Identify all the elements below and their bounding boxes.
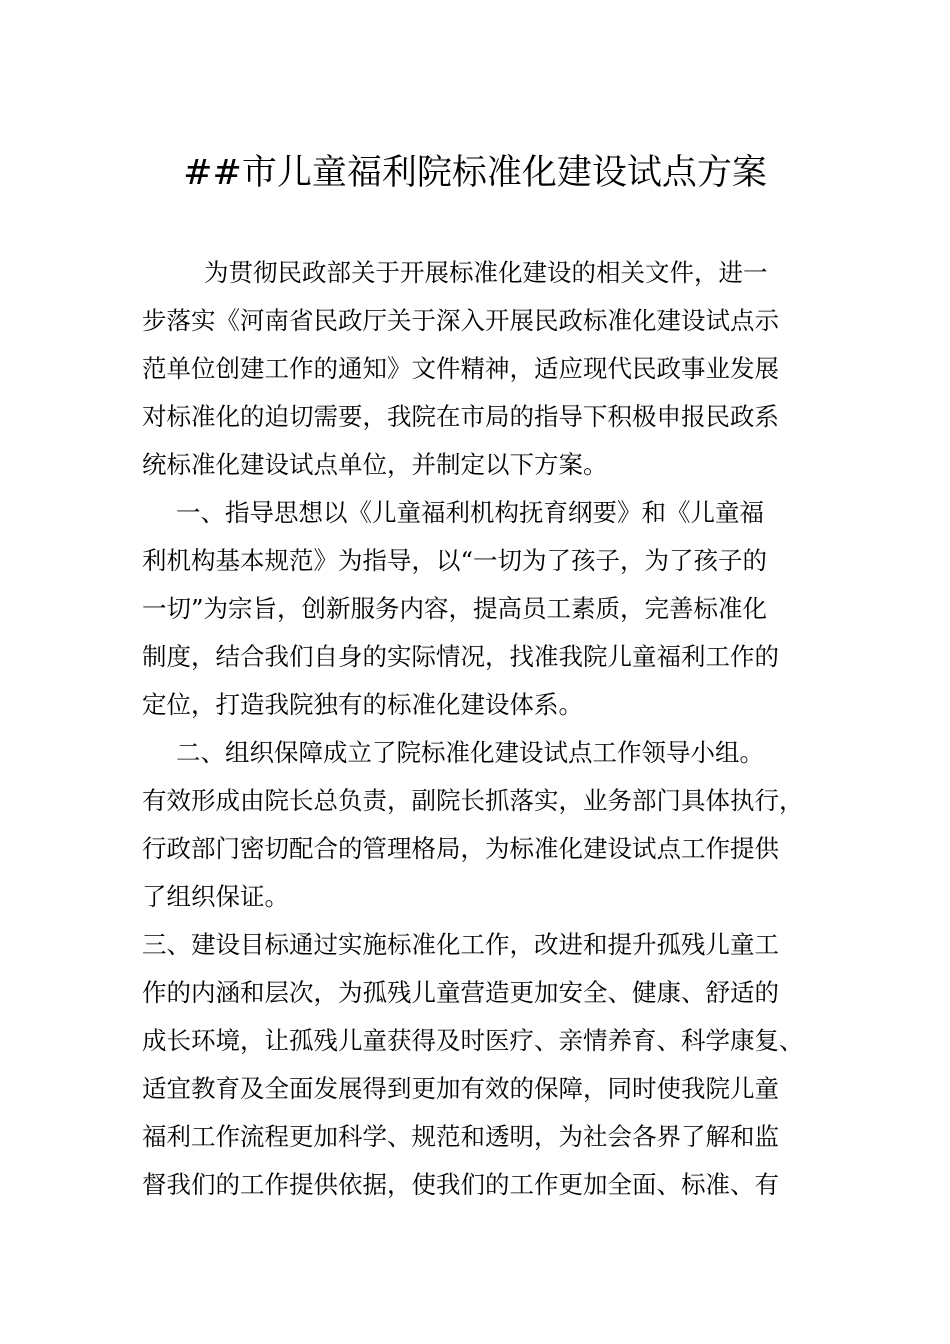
- body-line: 为贯彻民政部关于开展标准化建设的相关文件，进一: [204, 258, 768, 287]
- document-title: ##市儿童福利院标准化建设试点方案: [183, 153, 767, 193]
- body-line: 对标准化的迫切需要，我院在市局的指导下积极申报民政系: [142, 402, 779, 431]
- body-line: 督我们的工作提供依据，使我们的工作更加全面、标准、有: [142, 1170, 779, 1199]
- body-line: 福利工作流程更加科学、规范和透明，为社会各界了解和监: [142, 1122, 779, 1151]
- body-line: 了组织保证。: [142, 882, 289, 911]
- body-line: 范单位创建工作的通知》文件精神，适应现代民政事业发展: [142, 354, 779, 383]
- body-line: 三、建设目标通过实施标准化工作，改进和提升孤残儿童工: [142, 930, 779, 959]
- body-line: 适宜教育及全面发展得到更加有效的保障，同时使我院儿童: [142, 1074, 779, 1103]
- body-line: 一、指导思想以《儿童福利机构抚育纲要》和《儿童福: [176, 498, 764, 527]
- body-line: 制度，结合我们自身的实际情况，找准我院儿童福利工作的: [142, 642, 779, 671]
- body-line: 统标准化建设试点单位，并制定以下方案。: [142, 450, 608, 479]
- body-line: 定位，打造我院独有的标准化建设体系。: [142, 690, 583, 719]
- body-line: 利机构基本规范》为指导，以“一切为了孩子，为了孩子的: [142, 546, 768, 575]
- body-line: 行政部门密切配合的管理格局，为标准化建设试点工作提供: [142, 834, 779, 863]
- body-line: 一切”为宗旨，创新服务内容，提高员工素质，完善标准化: [142, 594, 768, 623]
- body-line: 作的内涵和层次，为孤残儿童营造更加安全、健康、舒适的: [142, 978, 779, 1007]
- body-line: 步落实《河南省民政厅关于深入开展民政标准化建设试点示: [142, 306, 779, 335]
- body-line: 二、组织保障成立了院标准化建设试点工作领导小组。: [176, 738, 764, 767]
- body-line: 有效形成由院长总负责，副院长抓落实，业务部门具体执行，: [142, 786, 804, 815]
- body-line: 成长环境，让孤残儿童获得及时医疗、亲情养育、科学康复、: [142, 1026, 804, 1055]
